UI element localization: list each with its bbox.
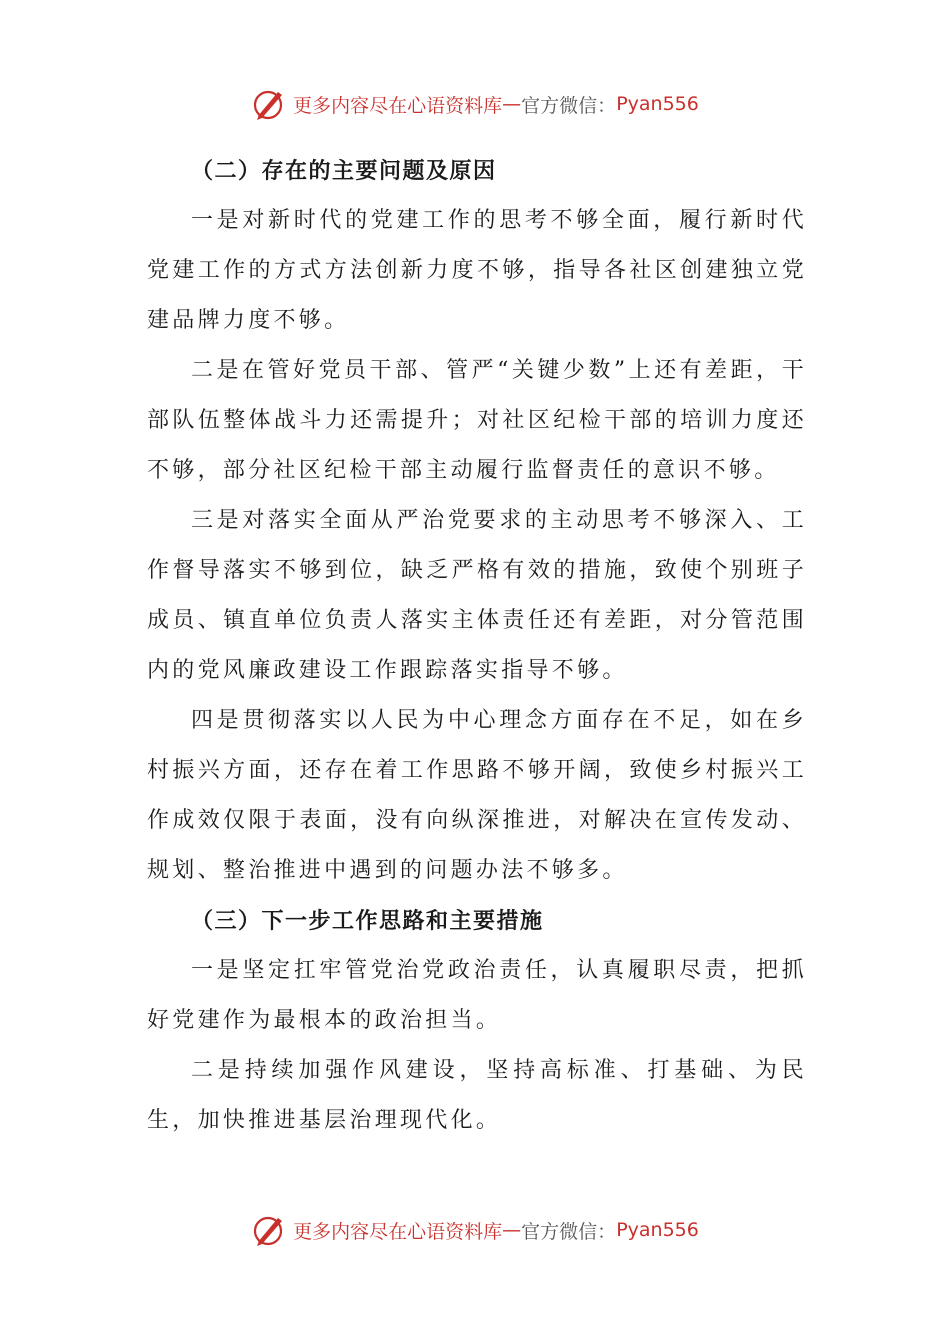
banner-dash: — [502,1219,522,1241]
paragraph: 一是对新时代的党建工作的思考不够全面，履行新时代党建工作的方式方法创新力度不够，指导各社区创建独立党建品牌力度不够。 [147,208,807,333]
banner-library-text: 更多内容尽在心语资料库 [293,1220,503,1243]
banner-wechat-label: 官方微信： [521,1220,617,1243]
paragraph: 四是贯彻落实以人民为中心理念方面存在不足，如在乡村振兴方面，还存在着工作思路不够开阔，致使乡村振兴工作成效仅限于表面，没有向纵深推进，对解决在宣传发动、规划、整治推进中遇到的问题办法不够多。 [147,708,807,883]
pen-circle-icon [251,86,287,122]
header-watermark-banner [0,82,950,126]
section-heading-problems: （二）存在的主要问题及原因 [191,158,497,184]
banner-dash: — [502,93,522,115]
paragraph: 二是持续加强作风建设，坚持高标准、打基础、为民生，加快推进基层治理现代化。 [147,1058,807,1133]
banner-library-text: 更多内容尽在心语资料库 [293,94,503,117]
pen-circle-icon [251,1212,287,1248]
paragraph: 三是对落实全面从严治党要求的主动思考不够深入、工作督导落实不够到位，缺乏严格有效的措施，致使个别班子成员、镇直单位负责人落实主体责任还有差距，对分管范围内的党风廉政建设工作跟踪落实指导不够。 [147,508,807,683]
footer-watermark-banner [0,1208,950,1252]
paragraph: 一是坚定扛牢管党治党政治责任，认真履职尽责，把抓好党建作为最根本的政治担当。 [147,958,807,1033]
banner-wechat-label: 官方微信： [521,94,617,117]
banner-wechat-id: Pyan556 [616,1219,699,1241]
document-body [147,146,807,1146]
banner-wechat-id: Pyan556 [616,93,699,115]
paragraph: 二是在管好党员干部、管严“关键少数”上还有差距，干部队伍整体战斗力还需提升；对社区纪检干部的培训力度还不够，部分社区纪检干部主动履行监督责任的意识不够。 [147,358,807,483]
section-heading-next-steps: （三）下一步工作思路和主要措施 [191,908,544,934]
